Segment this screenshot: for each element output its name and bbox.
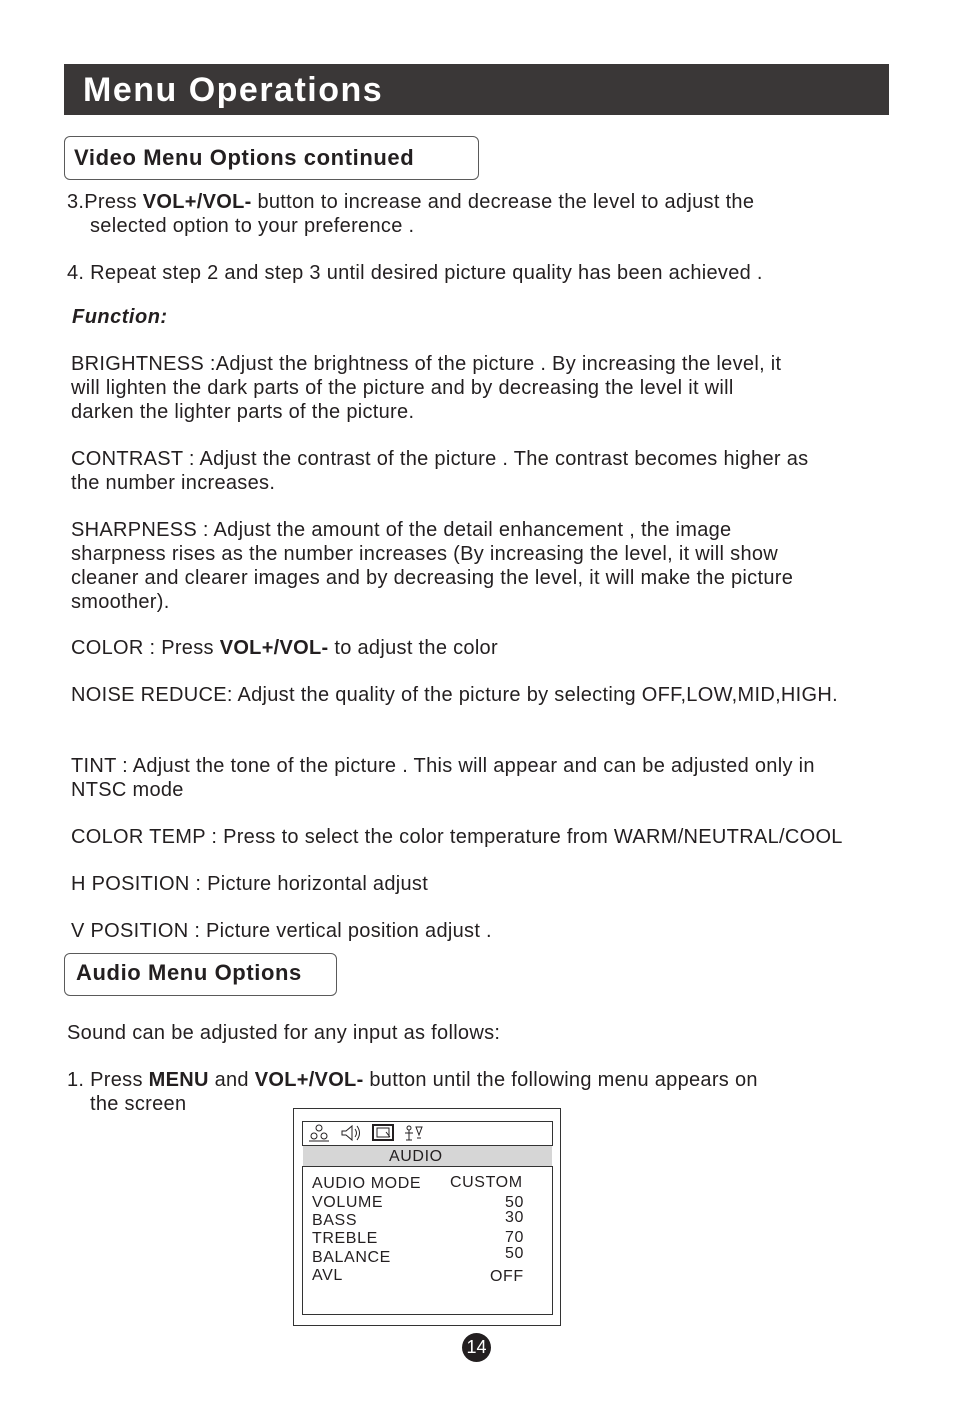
osd-item-label: AUDIO MODE (312, 1175, 422, 1192)
osd-item-label: BASS (312, 1212, 358, 1229)
v-position-description: V POSITION : Picture vertical position adjust . (71, 920, 492, 942)
osd-item-value: CUSTOM (450, 1174, 523, 1191)
osd-item-value: 50 (505, 1194, 524, 1211)
audio-step-1-line-2: the screen (90, 1093, 187, 1115)
tint-line-2: NTSC mode (71, 779, 184, 801)
brightness-line-3: darken the lighter parts of the picture. (71, 401, 415, 423)
osd-item-label: BALANCE (312, 1249, 391, 1266)
sharpness-line-4: smoother). (71, 591, 170, 613)
color-temp-description: COLOR TEMP : Press to select the color temperature from WARM/NEUTRAL/COOL (71, 826, 843, 848)
page-title: Menu Operations (83, 71, 384, 109)
brightness-line-2: will lighten the dark parts of the picture and by decreasing the level it will (71, 377, 734, 399)
osd-icon-bar (302, 1121, 553, 1146)
settings-icon (402, 1123, 424, 1143)
audio-section-heading: Audio Menu Options (76, 960, 302, 985)
noise-reduce-description: NOISE REDUCE: Adjust the quality of the picture by selecting OFF,LOW,MID,HIGH. (71, 684, 838, 706)
osd-item-value: 50 (505, 1245, 524, 1262)
sharpness-line-3: cleaner and clearer images and by decreasing the level, it will make the picture (71, 567, 794, 589)
osd-item-label: VOLUME (312, 1194, 384, 1211)
step-3-line-2: selected option to your preference . (90, 215, 415, 237)
osd-item-label: TREBLE (312, 1230, 378, 1247)
osd-title: AUDIO (389, 1148, 443, 1165)
brightness-line-1: BRIGHTNESS :Adjust the brightness of the picture . By increasing the level, it (71, 353, 782, 375)
color-description: COLOR : Press VOL+/VOL- to adjust the color (71, 637, 498, 659)
picture-icon (308, 1123, 330, 1143)
osd-item-value: OFF (490, 1268, 524, 1285)
osd-item-value: 70 (505, 1229, 524, 1246)
step-3-line-1: 3.Press VOL+/VOL- button to increase and decrease the level to adjust the (67, 191, 755, 213)
contrast-line-2: the number increases. (71, 472, 276, 494)
sharpness-line-1: SHARPNESS : Adjust the amount of the detail enhancement , the image (71, 519, 732, 541)
osd-item-value: 30 (505, 1209, 524, 1226)
tint-line-1: TINT : Adjust the tone of the picture . This will appear and can be adjusted only in (71, 755, 815, 777)
h-position-description: H POSITION : Picture horizontal adjust (71, 873, 429, 895)
function-label: Function: (72, 306, 168, 328)
video-section-heading: Video Menu Options continued (74, 145, 415, 170)
audio-step-1-line-1: 1. Press MENU and VOL+/VOL- button until the following menu appears on (67, 1069, 758, 1091)
tv-screen-icon (372, 1123, 394, 1143)
step-4: 4. Repeat step 2 and step 3 until desired picture quality has been achieved . (67, 262, 763, 284)
osd-item-label: AVL (312, 1267, 343, 1284)
sharpness-line-2: sharpness rises as the number increases (By increasing the level, it will show (71, 543, 779, 565)
page-number: 14 (462, 1333, 491, 1362)
audio-intro: Sound can be adjusted for any input as follows: (67, 1022, 501, 1044)
contrast-line-1: CONTRAST : Adjust the contrast of the picture . The contrast becomes higher as (71, 448, 809, 470)
speaker-icon (340, 1123, 362, 1143)
